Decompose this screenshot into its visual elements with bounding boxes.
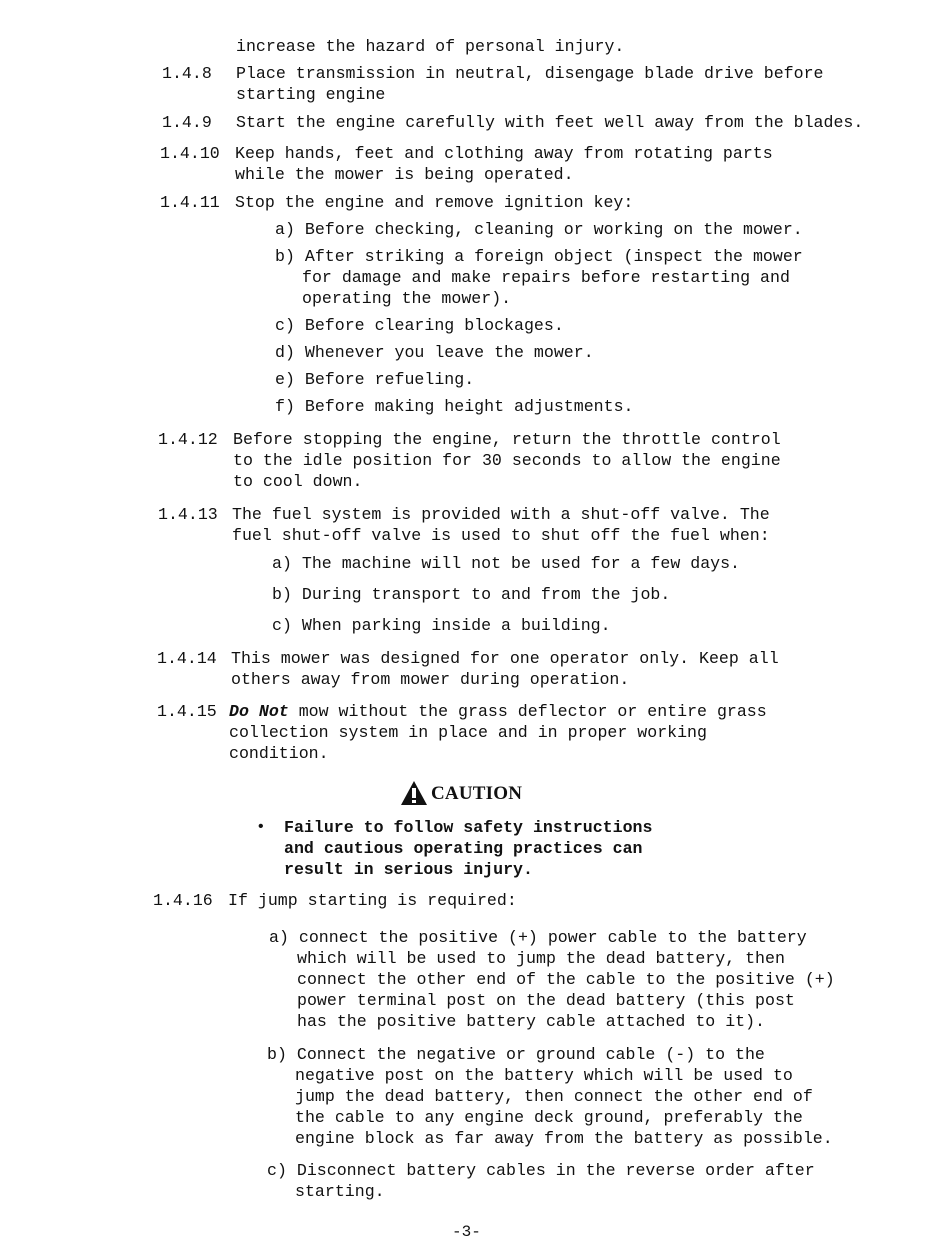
- list-item: b) After striking a foreign object (inspect the mower: [275, 247, 803, 266]
- text-line: The fuel system is provided with a shut-off valve. The: [232, 505, 770, 524]
- caution-text: result in serious injury.: [284, 860, 533, 879]
- warning-triangle-icon: [400, 780, 428, 806]
- list-item: c) Disconnect battery cables in the reverse order after: [267, 1161, 815, 1180]
- section-number: 1.4.8: [162, 64, 212, 83]
- text-line: to the idle position for 30 seconds to allow the engine: [233, 451, 781, 470]
- page-number: -3-: [452, 1223, 481, 1241]
- list-item: a) The machine will not be used for a few days.: [272, 554, 741, 573]
- list-item: a) Before checking, cleaning or working on the mower.: [275, 220, 803, 239]
- list-item: b) During transport to and from the job.: [272, 585, 671, 604]
- text-line: Start the engine carefully with feet well away from the blades.: [236, 113, 864, 132]
- list-item: a) connect the positive (+) power cable to the battery: [269, 928, 807, 947]
- text-line: operating the mower).: [302, 289, 512, 308]
- caution-text: Failure to follow safety instructions: [284, 818, 653, 837]
- section-number: 1.4.14: [157, 649, 217, 668]
- section-number: 1.4.16: [153, 891, 213, 910]
- text-line: Stop the engine and remove ignition key:: [235, 193, 634, 212]
- list-item: f) Before making height adjustments.: [275, 397, 634, 416]
- text-span: mow without the grass deflector or entire grass: [288, 702, 767, 721]
- text-line: Keep hands, feet and clothing away from rotating parts: [235, 144, 773, 163]
- text-line: engine block as far away from the battery as possible.: [295, 1129, 833, 1148]
- list-item: c) When parking inside a building.: [272, 616, 611, 635]
- section-number: 1.4.10: [160, 144, 220, 163]
- list-item: c) Before clearing blockages.: [275, 316, 564, 335]
- caution-text: and cautious operating practices can: [284, 839, 643, 858]
- list-item: b) Connect the negative or ground cable (-) to the: [267, 1045, 765, 1064]
- text-line: This mower was designed for one operator only. Keep all: [231, 649, 779, 668]
- text-line: jump the dead battery, then connect the other end of: [295, 1087, 813, 1106]
- text-line: collection system in place and in proper working: [229, 723, 707, 742]
- text-line: while the mower is being operated.: [235, 165, 574, 184]
- text-line: others away from mower during operation.: [231, 670, 630, 689]
- bullet-point: •: [256, 818, 266, 836]
- text-line: increase the hazard of personal injury.: [236, 37, 625, 56]
- text-line: Place transmission in neutral, disengage blade drive before: [236, 64, 824, 83]
- text-line: Before stopping the engine, return the throttle control: [233, 430, 781, 449]
- section-number: 1.4.12: [158, 430, 218, 449]
- list-item: d) Whenever you leave the mower.: [275, 343, 594, 362]
- text-line: for damage and make repairs before restarting and: [302, 268, 790, 287]
- section-number: 1.4.9: [162, 113, 212, 132]
- text-line: If jump starting is required:: [228, 891, 517, 910]
- text-line: condition.: [229, 744, 329, 763]
- text-line: which will be used to jump the dead battery, then: [297, 949, 785, 968]
- text-line: starting.: [295, 1182, 385, 1201]
- text-line: has the positive battery cable attached to it).: [297, 1012, 766, 1031]
- text-line: to cool down.: [233, 472, 363, 491]
- text-line: starting engine: [236, 85, 386, 104]
- caution-title: CAUTION: [431, 782, 523, 804]
- list-item: e) Before refueling.: [275, 370, 475, 389]
- text-line: connect the other end of the cable to the positive (+): [297, 970, 835, 989]
- text-line: power terminal post on the dead battery (this post: [297, 991, 795, 1010]
- section-number: 1.4.15: [157, 702, 217, 721]
- section-number: 1.4.13: [158, 505, 218, 524]
- caution-heading: [400, 780, 522, 806]
- emphasis-do-not: Do Not: [229, 702, 289, 721]
- text-line: the cable to any engine deck ground, preferably the: [295, 1108, 803, 1127]
- section-number: 1.4.11: [160, 193, 220, 212]
- text-line: [229, 701, 767, 722]
- text-line: negative post on the battery which will be used to: [295, 1066, 793, 1085]
- text-line: fuel shut-off valve is used to shut off the fuel when:: [232, 526, 770, 545]
